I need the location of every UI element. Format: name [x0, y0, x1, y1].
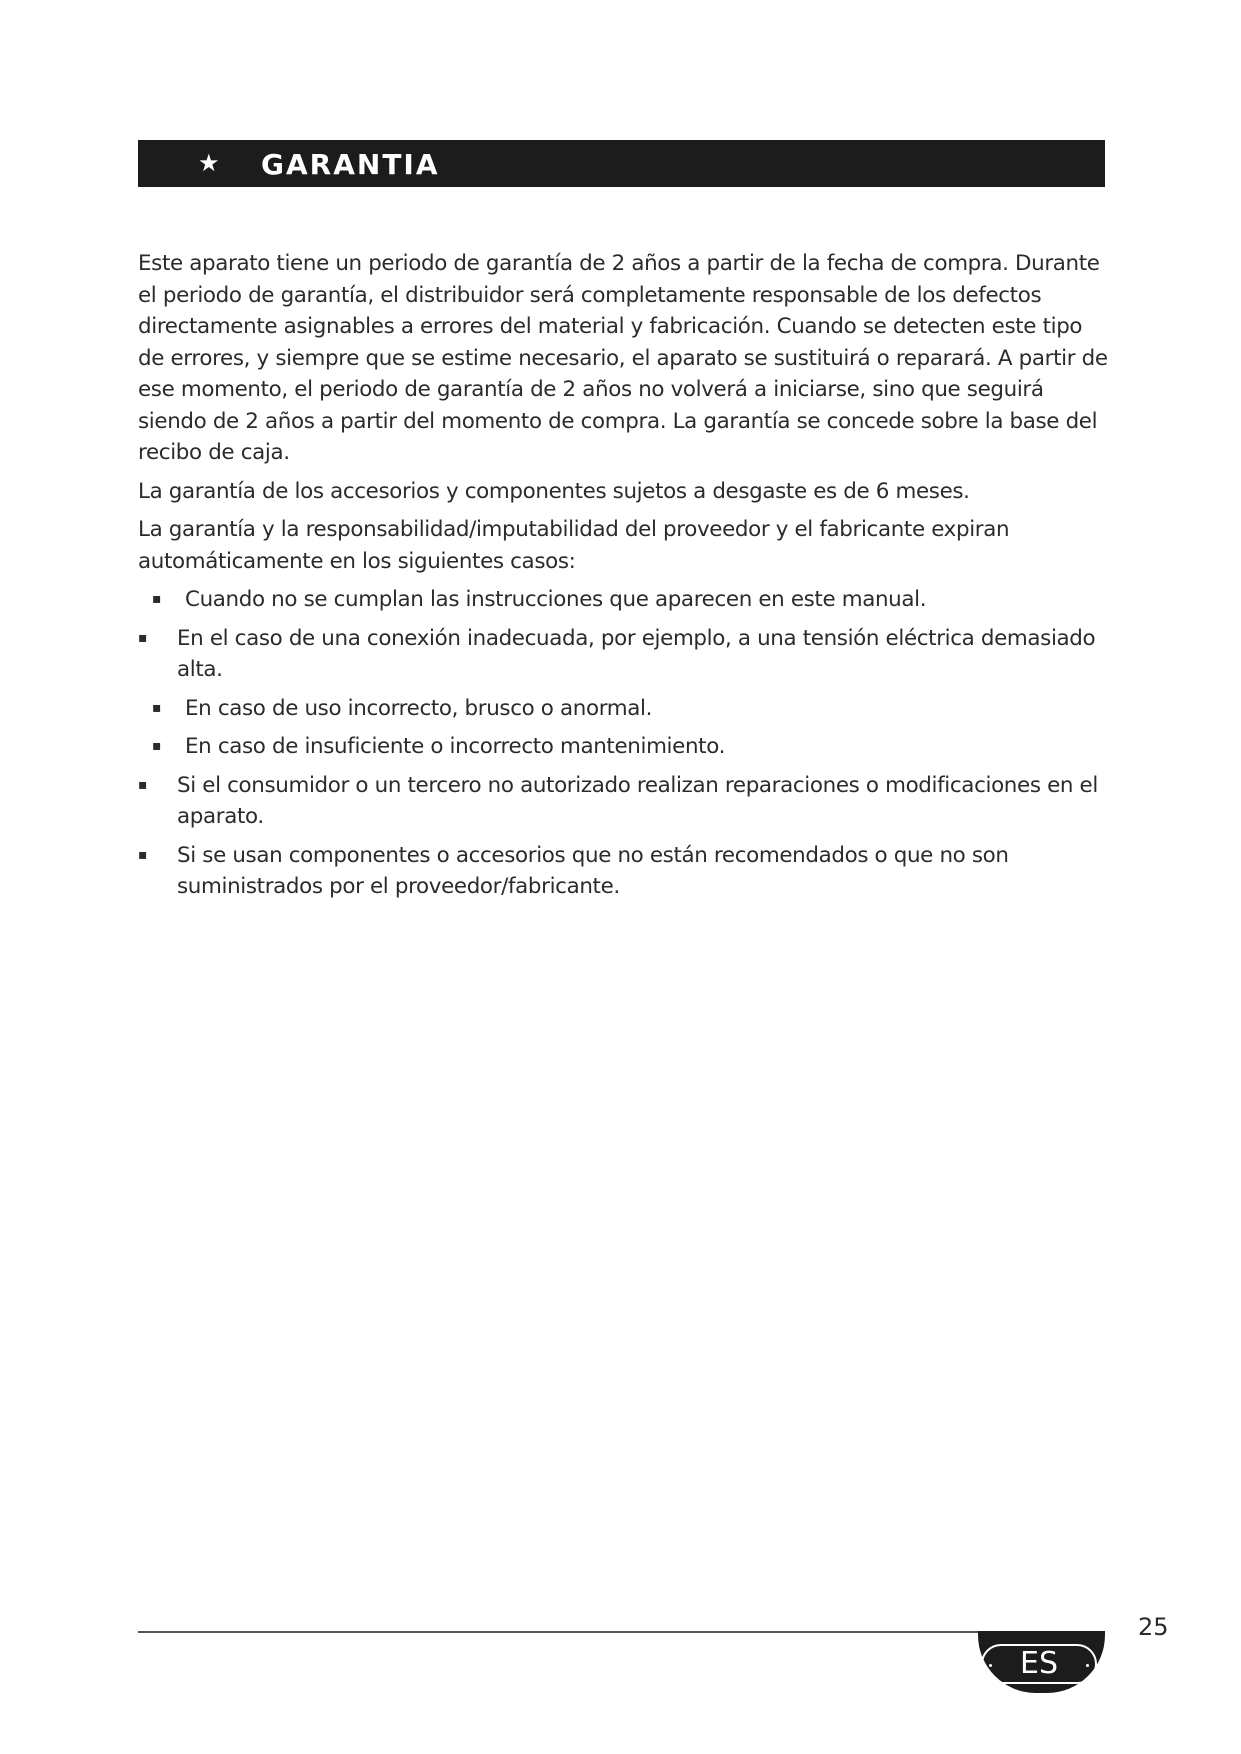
bullet-icon: ▪ [138, 629, 148, 646]
bullet-icon: ▪ [152, 591, 162, 607]
list-item [138, 731, 1113, 763]
list-item [138, 584, 1113, 616]
list-item [138, 623, 1113, 686]
list-item [138, 770, 1113, 833]
list-item-text: Cuando no se cumplan las instrucciones que aparecen en este manual. [185, 587, 927, 612]
page-number: 25 [1138, 1613, 1169, 1641]
section-header [138, 140, 1105, 187]
star-icon: ★ [198, 149, 220, 177]
language-code: ES [1020, 1646, 1058, 1681]
list-item [138, 840, 1113, 903]
bullet-icon: ▪ [152, 699, 162, 716]
bullet-icon: ▪ [138, 846, 148, 863]
list-item-text: En caso de uso incorrecto, brusco o anormal. [185, 695, 653, 721]
list-item-text: En caso de insuficiente o incorrecto mantenimiento. [185, 734, 726, 759]
list-item-text: En el caso de una conexión inadecuada, por ejemplo, a una tensión eléctrica demasiado alta. [177, 625, 1096, 682]
warranty-text [138, 248, 1113, 910]
expiry-paragraph: La garantía y la responsabilidad/imputabilidad del proveedor y el fabricante expiran automáticamente en los siguientes casos: [138, 517, 1010, 574]
bullet-icon: ▪ [138, 776, 148, 793]
list-item [138, 693, 1113, 725]
expiry-cases-list [138, 584, 1113, 903]
accessories-paragraph: La garantía de los accesorios y componentes sujetos a desgaste es de 6 meses. [138, 478, 970, 504]
footer-divider [138, 1631, 1105, 1633]
section-title: GARANTIA [261, 148, 440, 181]
warranty-paragraph: Este aparato tiene un periodo de garantía de 2 años a partir de la fecha de compra. Durante el periodo de garantía, el distribuidor será completamente responsable de los defectos directamente asignables a errores del material y fabricación. Cuando se detecten este tipo de errores, y siempre que se estime necesario, el aparato se sustituirá o reparará. A partir de ese momento, el periodo de garantía de 2 años no volverá a iniciarse, sino que seguirá siendo de 2 años a partir del momento de compra. La garantía se concede sobre la base del recibo de caja. [138, 251, 1108, 465]
bullet-icon: ▪ [152, 738, 162, 754]
list-item-text: Si el consumidor o un tercero no autorizado realizan reparaciones o modificaciones en el aparato. [177, 772, 1098, 829]
list-item-text: Si se usan componentes o accesorios que no están recomendados o que no son suministrados por el proveedor/fabricante. [177, 842, 1009, 899]
